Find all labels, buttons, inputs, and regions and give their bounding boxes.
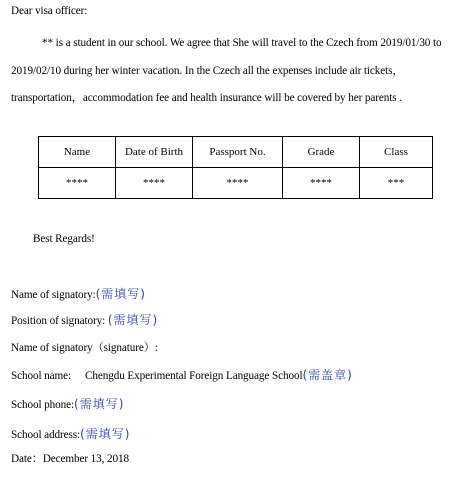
signatory-name-line xyxy=(11,285,146,302)
closing-regards: Best Regards! xyxy=(33,233,95,245)
cell-class: *** xyxy=(360,168,433,199)
header-name: Name xyxy=(39,137,116,168)
paragraph-line-1: ** is a student in our school. We agree that She will travel to the Czech from 2019/01/30 to xyxy=(42,37,442,49)
header-class: Class xyxy=(360,137,433,168)
school-name-value: Chengdu Experimental Foreign Language School xyxy=(85,370,303,382)
table-row xyxy=(39,168,433,199)
signatory-position-line xyxy=(11,311,158,328)
school-phone-fill: (需填写) xyxy=(74,397,125,411)
signatory-name-label: Name of signatory: xyxy=(11,289,96,301)
table-header-row xyxy=(39,137,433,168)
signatory-signature-line: Name of signatory（signature）: xyxy=(11,342,158,354)
cell-name: **** xyxy=(39,168,116,199)
school-name-label: School name: xyxy=(11,370,72,382)
school-name-line xyxy=(11,366,353,383)
paragraph-line-2: 2019/02/10 during her winter vacation. In the Czech all the expenses include air tickets， xyxy=(11,65,404,77)
header-grade: Grade xyxy=(283,137,360,168)
school-phone-line xyxy=(11,395,124,412)
signatory-name-fill: (需填写) xyxy=(95,287,146,301)
school-address-line xyxy=(11,425,130,442)
cell-grade: **** xyxy=(283,168,360,199)
greeting: Dear visa officer: xyxy=(11,5,88,17)
date-label: Date： xyxy=(11,453,43,465)
signatory-position-label: Position of signatory: xyxy=(11,315,106,327)
school-name-stamp: (需盖章) xyxy=(302,368,353,382)
school-phone-label: School phone: xyxy=(11,399,75,411)
cell-passport-no: **** xyxy=(193,168,283,199)
date-value: December 13, 2018 xyxy=(42,453,130,465)
header-date-of-birth: Date of Birth xyxy=(116,137,193,168)
paragraph-line-3: transportation，accommodation fee and health insurance will be covered by her parents . xyxy=(11,92,402,104)
school-address-fill: (需填写) xyxy=(80,427,131,441)
school-address-label: School address: xyxy=(11,429,81,441)
cell-date-of-birth: **** xyxy=(116,168,193,199)
date-line xyxy=(11,450,129,466)
signatory-position-fill: (需填写) xyxy=(107,313,159,327)
student-info-table xyxy=(38,136,433,199)
header-passport-no: Passport No. xyxy=(193,137,283,168)
